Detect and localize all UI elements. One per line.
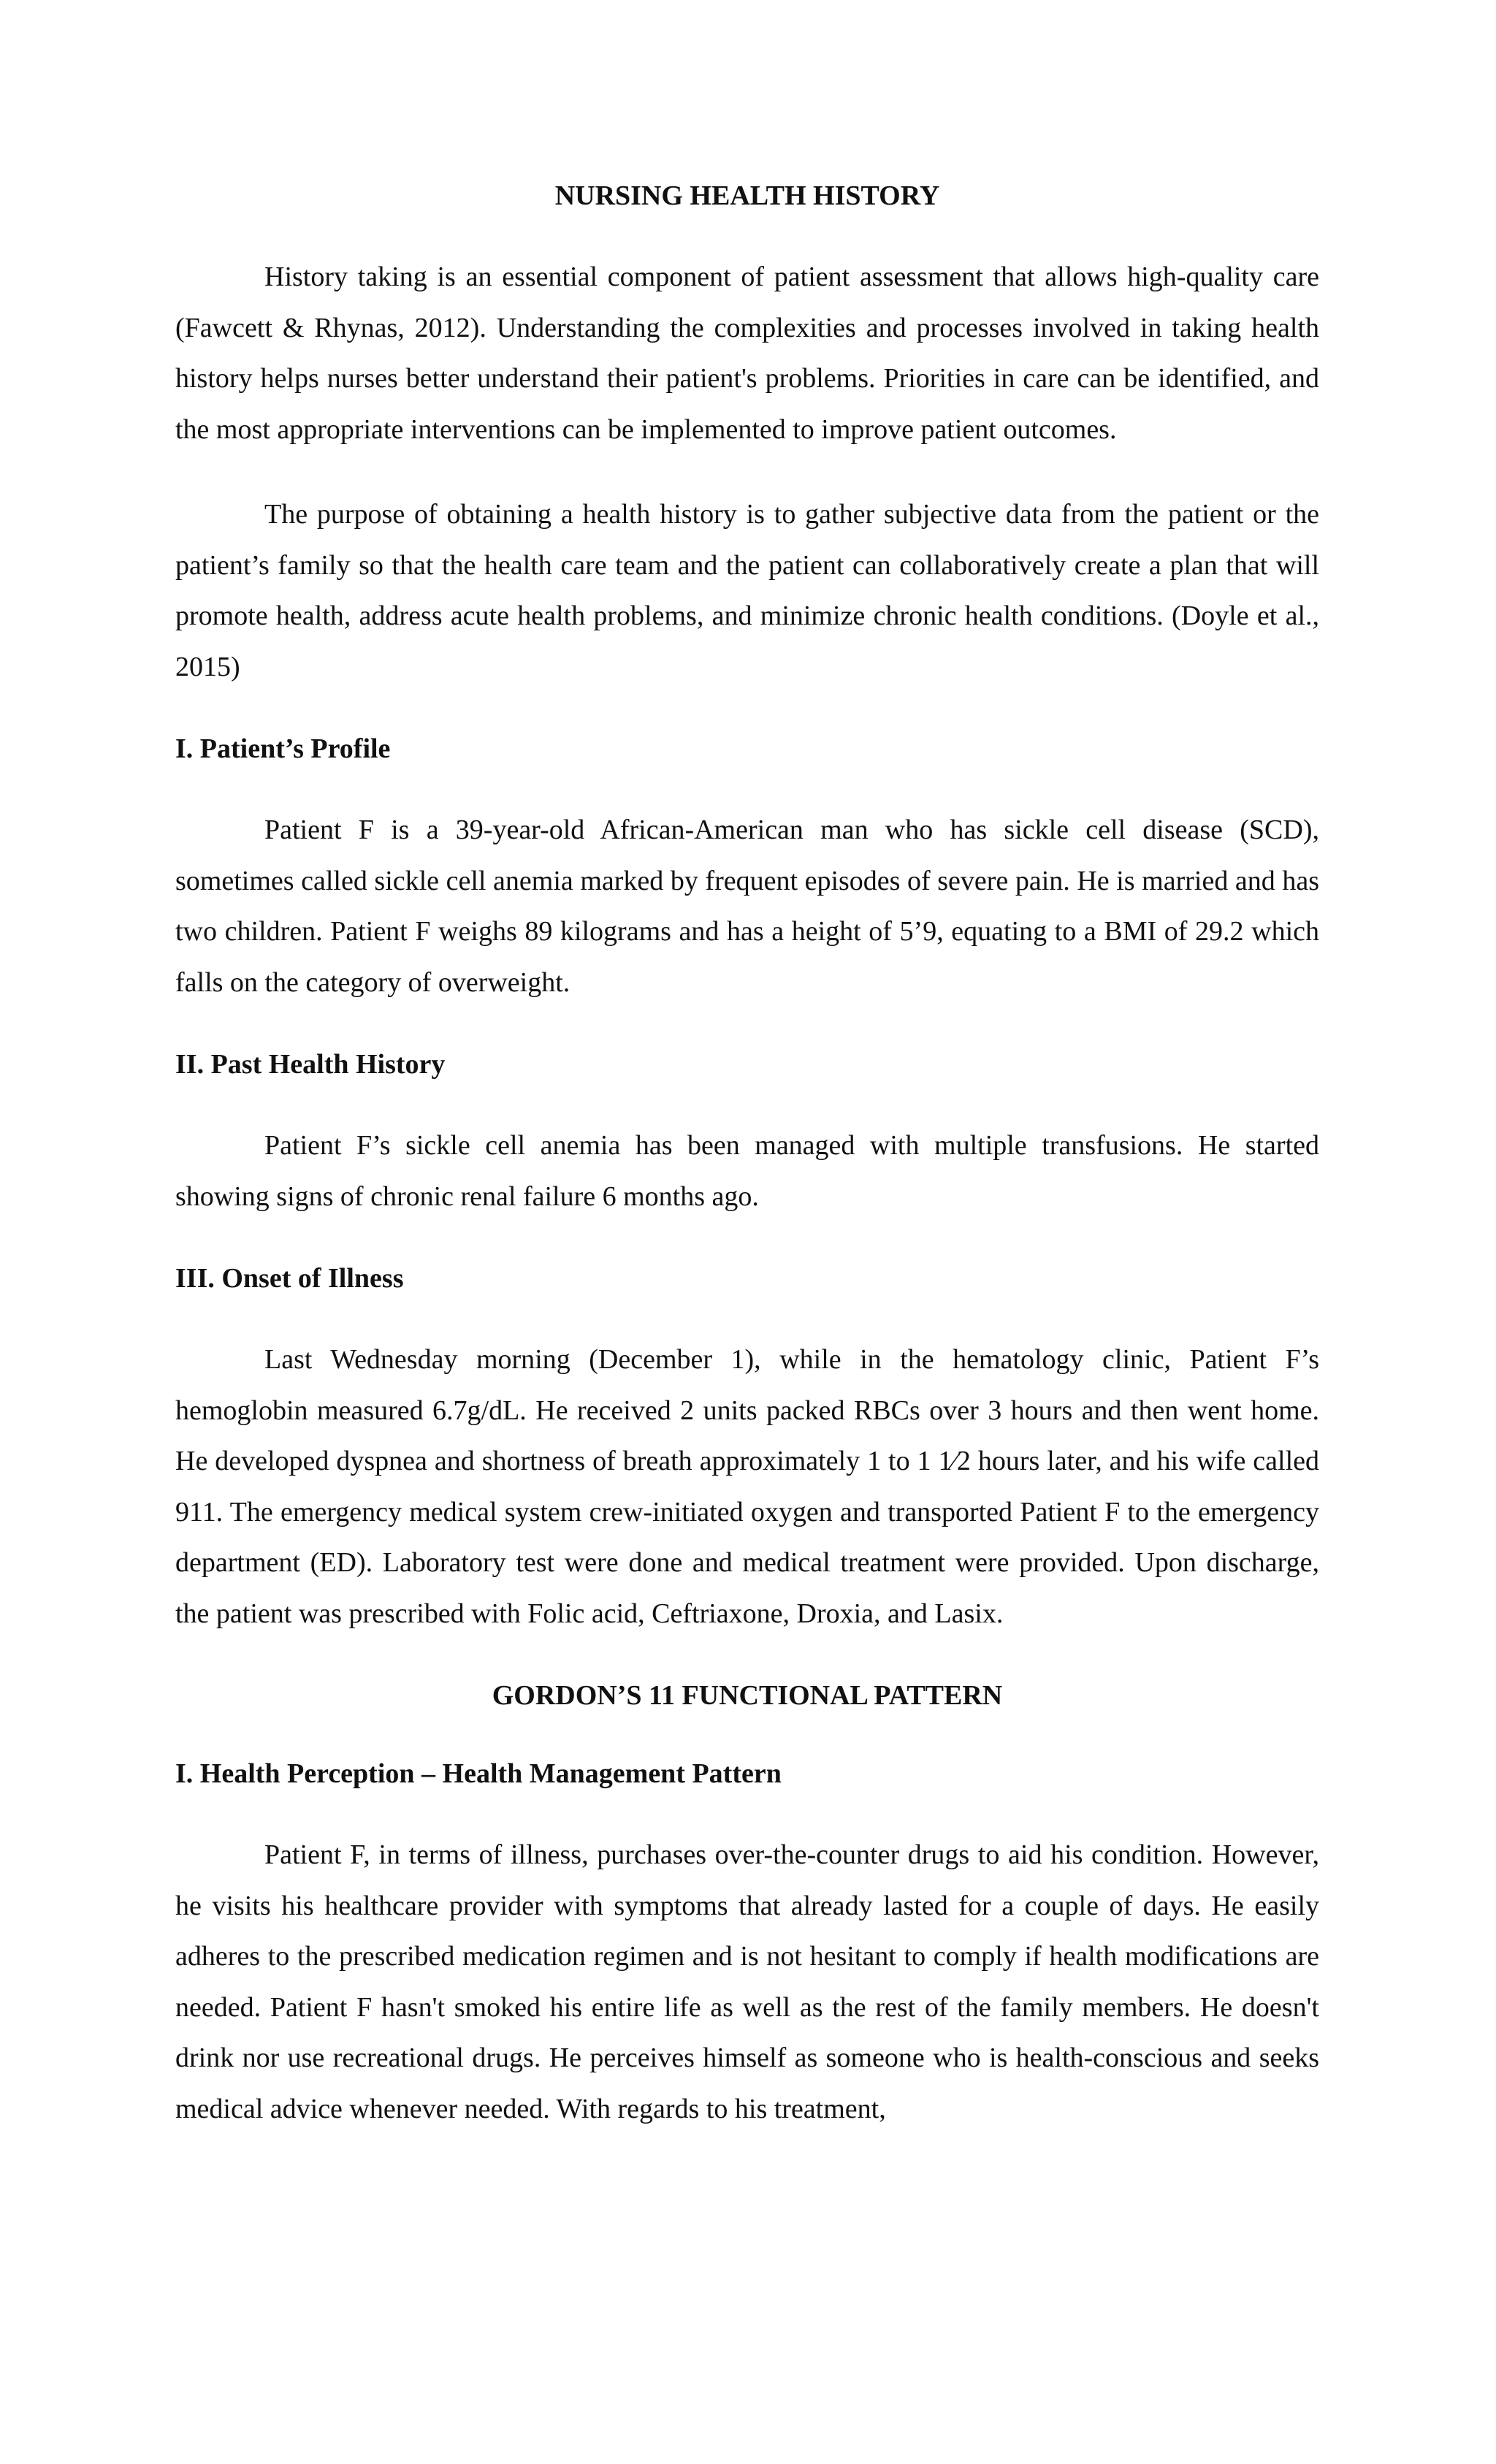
gordon-title: GORDON’S 11 FUNCTIONAL PATTERN	[492, 1680, 1003, 1711]
intro-paragraph-1: History taking is an essential component of patient assessment that allows high-quality care (Fawcett & Rhynas, 2012). Understanding the complexities and processes involved in taking health history helps nurses better understand their patient's problems. Priorities in care can be identified, and the most appropriate interventions can be implemented to improve patient outcomes.	[175, 262, 1319, 445]
document-title: NURSING HEALTH HISTORY	[554, 180, 940, 211]
section-text-health-perception: Patient F, in terms of illness, purchases over-the-counter drugs to aid his condition. However, he visits his healthcare provider with symptoms that already lasted for a couple of days. He easily adheres to the prescribed medication regimen and is not hesitant to comply if health modifications are needed. Patient F hasn't smoked his entire life as well as the rest of the family members. He doesn't drink nor use recreational drugs. He perceives himself as someone who is health-conscious and seeks medical advice whenever needed. With regards to his treatment,	[175, 1839, 1319, 2124]
section-heading-patient-profile: I. Patient’s Profile	[175, 733, 391, 764]
section-text-patient-profile: Patient F is a 39-year-old African-American man who has sickle cell disease (SCD), sometimes called sickle cell anemia marked by frequent episodes of severe pain. He is married and has two children. Patient F weighs 89 kilograms and has a height of 5’9, equating to a BMI of 29.2 which falls on the category of overweight.	[175, 815, 1319, 998]
document-page	[175, 174, 1319, 2169]
section-text-onset-of-illness: Last Wednesday morning (December 1), while in the hematology clinic, Patient F’s hemoglobin measured 6.7g/dL. He received 2 units packed RBCs over 3 hours and then went home. He developed dyspnea and shortness of breath approximately 1 to 1 1⁄2 hours later, and his wife called 911. The emergency medical system crew-initiated oxygen and transported Patient F to the emergency department (ED). Laboratory test were done and medical treatment were provided. Upon discharge, the patient was prescribed with Folic acid, Ceftriaxone, Droxia, and Lasix.	[175, 1344, 1319, 1629]
section-heading-onset-of-illness: III. Onset of Illness	[175, 1263, 404, 1294]
section-heading-health-perception: I. Health Perception – Health Management Pattern	[175, 1758, 782, 1789]
intro-paragraph-2: The purpose of obtaining a health history is to gather subjective data from the patient or the patient’s family so that the health care team and the patient can collaboratively create a plan that will promote health, address acute health problems, and minimize chronic health conditions. (Doyle et al., 2015)	[175, 499, 1319, 682]
section-heading-past-health-history: II. Past Health History	[175, 1049, 446, 1080]
section-text-past-health-history: Patient F’s sickle cell anemia has been managed with multiple transfusions. He started showing signs of chronic renal failure 6 months ago.	[175, 1130, 1319, 1212]
